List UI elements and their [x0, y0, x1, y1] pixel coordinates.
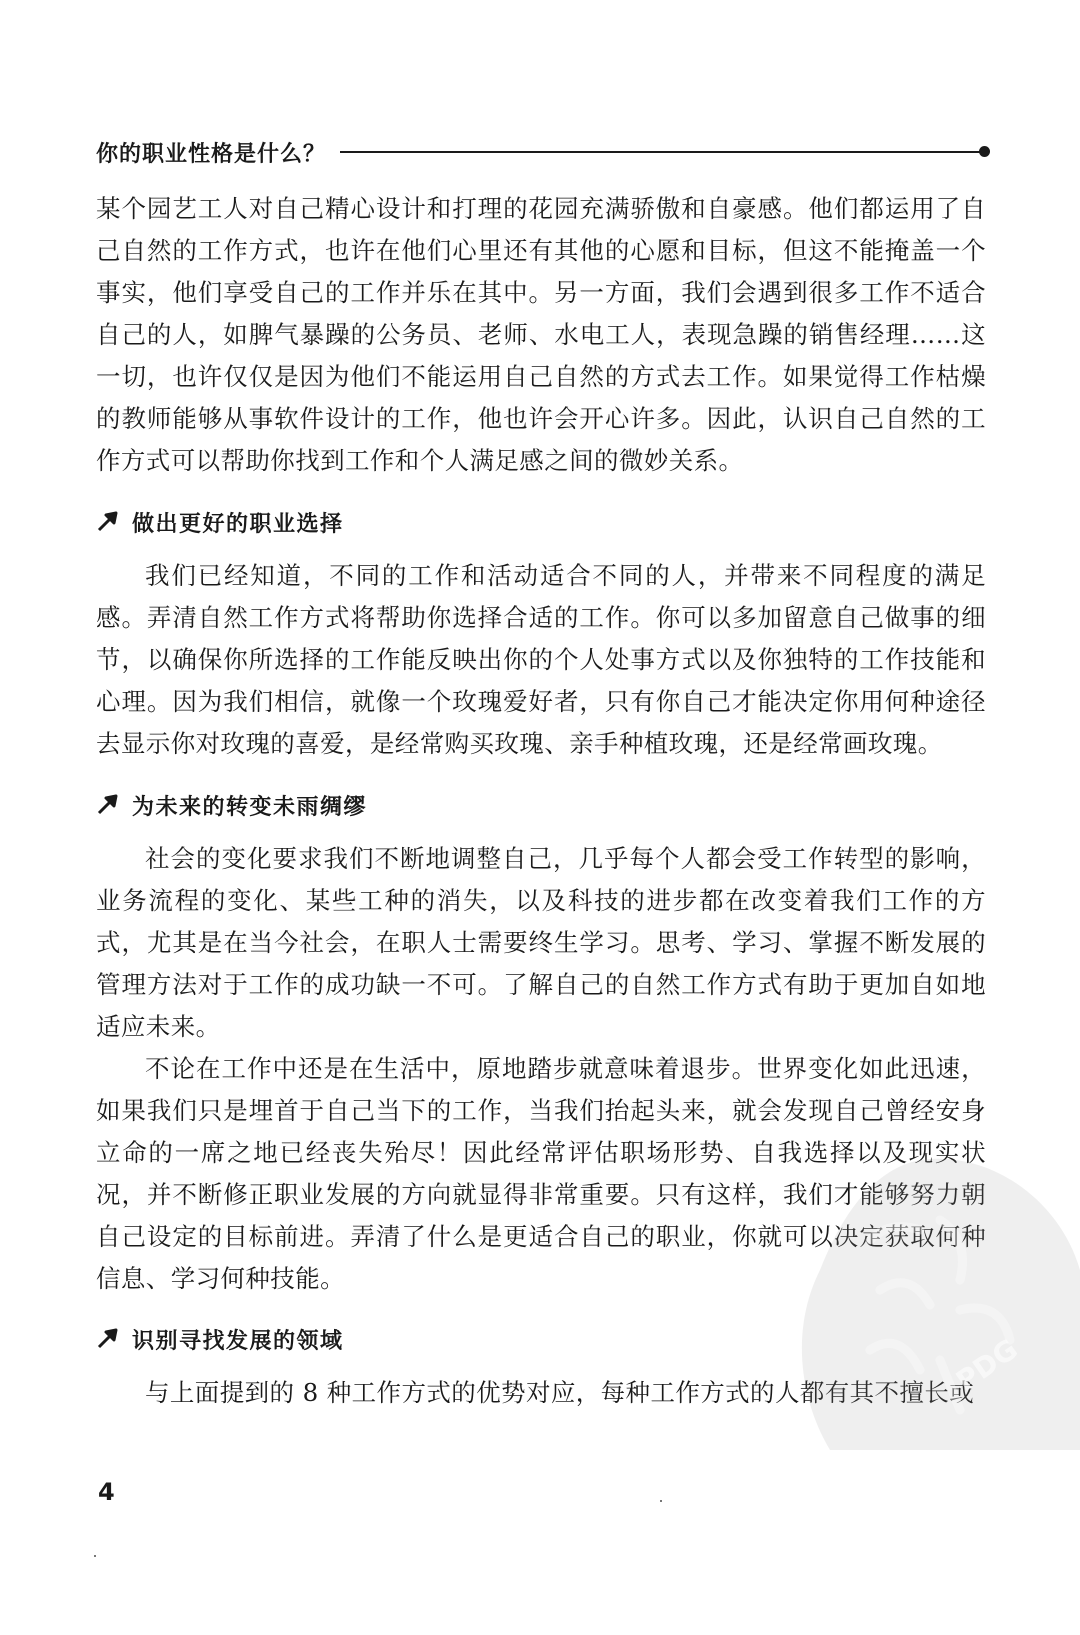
dot-icon	[979, 146, 990, 157]
arrow-northeast-icon	[96, 794, 118, 816]
running-header	[96, 132, 986, 172]
section-heading-career-choice	[96, 505, 344, 539]
section-heading-label: 识别寻找发展的领域	[132, 1328, 344, 1354]
watermark-label: PDG	[950, 1332, 1024, 1398]
section-heading-future-change	[96, 788, 367, 822]
paragraph-career-choice: 我们已经知道，不同的工作和活动适合不同的人，并带来不同程度的满足感。弄清自然工作方式将帮助你选择合适的工作。你可以多加留意自己做事的细节，以确保你所选择的工作能反映出你的个人处事方式以及你独特的工作技能和心理。因为我们相信，就像一个玫瑰爱好者，只有你自己才能决定你用何种途径去显示你对玫瑰的喜爱，是经常购买玫瑰、亲手种植玫瑰，还是经常画玫瑰。	[96, 561, 986, 758]
page-number: 4	[98, 1478, 115, 1506]
scan-speck	[94, 1555, 96, 1557]
paragraph-future-change-1: 社会的变化要求我们不断地调整自己，几乎每个人都会受工作转型的影响，业务流程的变化、某些工种的消失，以及科技的进步都在改变着我们工作的方式，尤其是在当今社会，在职人士需要终生学习。思考、学习、掌握不断发展的管理方法对于工作的成功缺一不可。了解自己的自然工作方式有助于更加自如地适应未来。	[96, 844, 986, 1041]
section-heading-development-areas	[96, 1322, 344, 1356]
watermark-stamp	[760, 1130, 1080, 1450]
paragraph-development-areas: 与上面提到的 8 种工作方式的优势对应，每种工作方式的人都有其不擅长或	[145, 1378, 975, 1407]
header-rule	[340, 151, 986, 153]
section-heading-label: 为未来的转变未雨绸缪	[132, 794, 368, 820]
scan-speck	[660, 1500, 662, 1502]
paragraph-intro: 某个园艺工人对自己精心设计和打理的花园充满骄傲和自豪感。他们都运用了自己自然的工作方式，也许在他们心里还有其他的心愿和目标，但这不能掩盖一个事实，他们享受自己的工作并乐在其中。另一方面，我们会遇到很多工作不适合自己的人，如脾气暴躁的公务员、老师、水电工人，表现急躁的销售经理……这一切，也许仅仅是因为他们不能运用自己自然的方式去工作。如果觉得工作枯燥的教师能够从事软件设计的工作，他也许会开心许多。因此，认识自己自然的工作方式可以帮助你找到工作和个人满足感之间的微妙关系。	[96, 194, 986, 475]
section-heading-label: 做出更好的职业选择	[132, 511, 344, 537]
arrow-northeast-icon	[96, 1328, 118, 1350]
arrow-northeast-icon	[96, 511, 118, 533]
paragraph-future-change-2: 不论在工作中还是在生活中，原地踏步就意味着退步。世界变化如此迅速，如果我们只是埋首于自己当下的工作，当我们抬起头来，就会发现自己曾经安身立命的一席之地已经丧失殆尽！因此经常评估职场形势、自我选择以及现实状况，并不断修正职业发展的方向就显得非常重要。只有这样，我们才能够努力朝自己设定的目标前进。弄清了什么是更适合自己的职业，你就可以决定获取何种信息、学习何种技能。	[96, 1054, 986, 1293]
running-title: 你的职业性格是什么？	[96, 141, 327, 167]
